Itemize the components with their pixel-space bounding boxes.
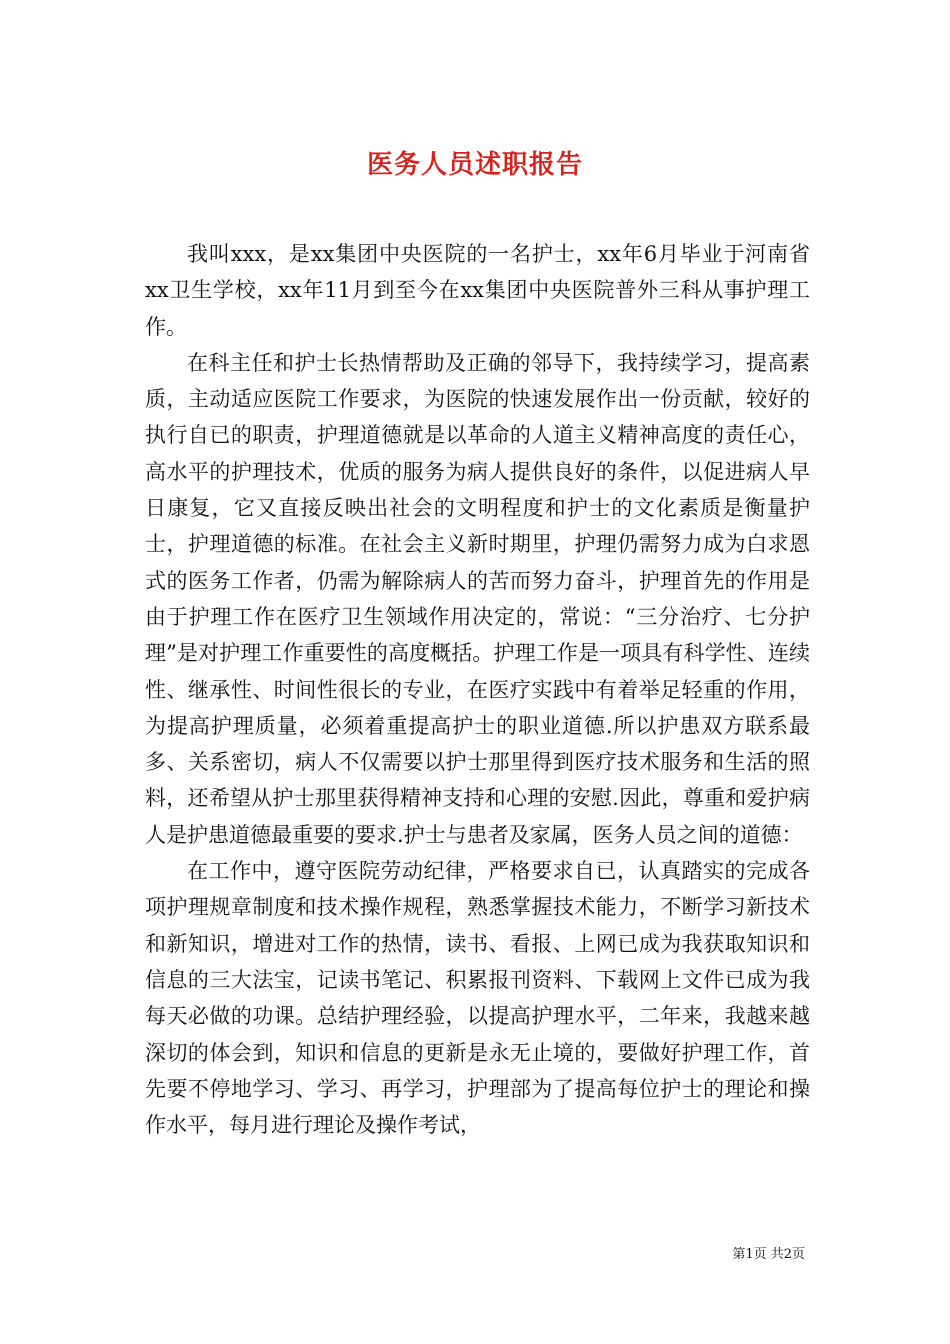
page-number: 第1页 共2页 bbox=[732, 1247, 805, 1262]
paragraph-work-learning: 在工作中，遵守医院劳动纪律，严格要求自已，认真踏实的完成各项护理规章制度和技术操作规程，熟悉掌握技术能力，不断学习新技术和新知识，增进对工作的热情，读书、看报、上网已成为我获取知识和信息的三大法宝，记读书笔记、积累报刊资料、下载网上文件已成为我每天必做的功课。总结护理经验，以提高护理水平，二年来，我越来越深切的体会到，知识和信息的更新是永无止境的，要做好护理工作，首先要不停地学习、学习、再学习，护理部为了提高每位护士的理论和操作水平，每月进行理论及操作考试， bbox=[145, 859, 810, 1138]
document-title: 医务人员述职报告 bbox=[366, 150, 583, 181]
paragraph-nursing-ethics: 在科主任和护士长热情帮助及正确的邻导下，我持续学习，提高素质，主动适应医院工作要求，为医院的快速发展作出一份贡献，较好的执行自已的职责，护理道德就是以革命的人道主义精神高度的责任心，高水平的护理技术，优质的服务为病人提供良好的条件，以促进病人早日康复，它又直接反映出社会的文明程度和护士的文化素质是衡量护士，护理道德的标准。在社会主义新时期里，护理仍需努力成为白求恩式的医务工作者，仍需为解除病人的苦而努力奋斗，护理首先的作用是由于护理工作在医疗卫生领域作用决定的，常说：“三分治疗、七分护理”是对护理工作重要性的高度概括。护理工作是一项具有科学性、连续性、继承性、时间性很长的专业，在医疗实践中有着举足轻重的作用，为提高护理质量，必须着重提高护士的职业道德.所以护患双方联系最多、关系密切，病人不仅需要以护士那里得到医疗技术服务和生活的照料，还希望从护士那里获得精神支持和心理的安慰.因此，尊重和爱护病人是护患道德最重要的要求.护士与患者及家属，医务人员之间的道德： bbox=[145, 350, 810, 847]
paragraph-intro: 我叫xxx，是xx集团中央医院的一名护士，xx年6月毕业于河南省xx卫生学校，xx年11月到至今在xx集团中央医院普外三科从事护理工作。 bbox=[145, 242, 810, 339]
document-body bbox=[145, 236, 810, 1143]
